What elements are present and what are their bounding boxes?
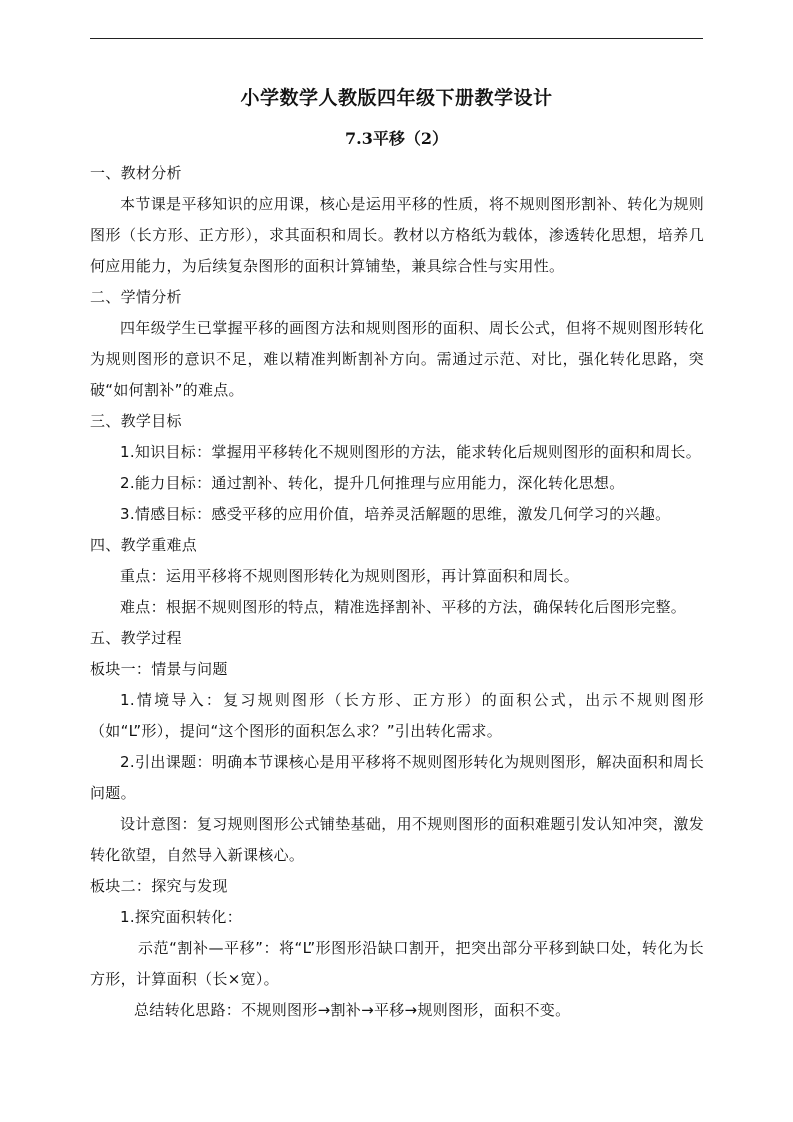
header-rule <box>90 38 703 39</box>
document-body <box>90 158 704 1026</box>
demo-cut-translate: 示范“割补—平移”：将“L”形图形沿缺口割开，把突出部分平移到缺口处，转化为长方形，计算面积（长×宽）。 <box>90 939 704 988</box>
step-lead-topic: 2.引出课题：明确本节课核心是用平移将不规则图形转化为规则图形，解决面积和周长问题。 <box>90 753 704 802</box>
step-scenario-intro: 1.情境导入：复习规则图形（长方形、正方形）的面积公式，出示不规则图形（如“L”形），提问“这个图形的面积怎么求？”引出转化需求。 <box>90 691 704 740</box>
key-point: 重点：运用平移将不规则图形转化为规则图形，再计算面积和周长。 <box>120 567 580 585</box>
goal-emotion: 3.情感目标：感受平移的应用价值，培养灵活解题的思维，激发几何学习的兴趣。 <box>120 505 671 523</box>
design-intent: 设计意图：复习规则图形公式铺垫基础，用不规则图形的面积难题引发认知冲突，激发转化欲望，自然导入新课核心。 <box>90 815 704 864</box>
section-heading-teaching-process: 五、教学过程 <box>90 629 182 647</box>
document-subtitle: 7.3平移（2） <box>345 129 448 148</box>
difficult-point: 难点：根据不规则图形的特点，精准选择割补、平移的方法，确保转化后图形完整。 <box>120 598 687 616</box>
paragraph-textbook-analysis: 本节课是平移知识的应用课，核心是运用平移的性质，将不规则图形割补、转化为规则图形（长方形、正方形），求其面积和周长。教材以方格纸为载体，渗透转化思想，培养几何应用能力，为后续复杂图形的面积计算铺垫，兼具综合性与实用性。 <box>90 195 704 275</box>
block-heading-scenario: 板块一：情景与问题 <box>90 660 228 678</box>
section-heading-teaching-goals: 三、教学目标 <box>90 412 182 430</box>
section-heading-textbook-analysis: 一、教材分析 <box>90 164 182 182</box>
section-heading-student-analysis: 二、学情分析 <box>90 288 182 306</box>
goal-ability: 2.能力目标：通过割补、转化，提升几何推理与应用能力，深化转化思想。 <box>120 474 625 492</box>
section-heading-key-difficult-points: 四、教学重难点 <box>90 536 198 554</box>
document-title: 小学数学人教版四年级下册教学设计 <box>240 87 553 109</box>
block-heading-explore: 板块二：探究与发现 <box>90 877 228 895</box>
step-explore-area: 1.探究面积转化： <box>120 908 243 926</box>
summary-conversion: 总结转化思路：不规则图形→割补→平移→规则图形，面积不变。 <box>134 1001 571 1019</box>
paragraph-student-analysis: 四年级学生已掌握平移的画图方法和规则图形的面积、周长公式，但将不规则图形转化为规则图形的意识不足，难以精准判断割补方向。需通过示范、对比，强化转化思路，突破“如何割补”的难点。 <box>90 319 704 399</box>
goal-knowledge: 1.知识目标：掌握用平移转化不规则图形的方法，能求转化后规则图形的面积和周长。 <box>120 443 702 461</box>
